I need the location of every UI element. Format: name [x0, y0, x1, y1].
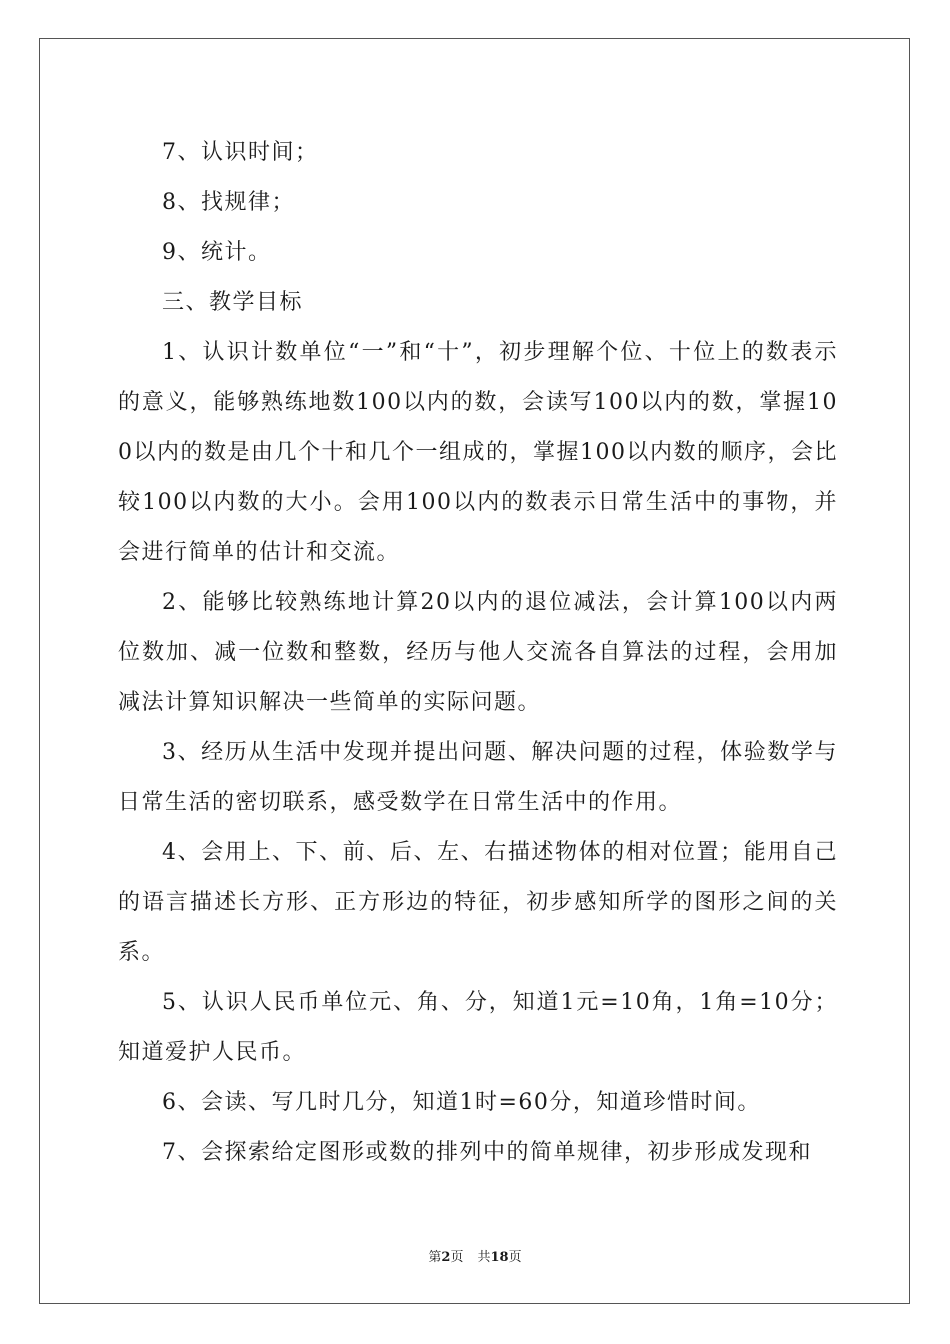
- total-suffix: 页: [508, 1250, 522, 1265]
- page-footer: [0, 1246, 950, 1265]
- goal-paragraph-5: 5、认识人民币单位元、角、分，知道1元=10角，1角=10分；知道爱护人民币。: [118, 990, 838, 1065]
- document-body: [118, 128, 838, 1178]
- goal-paragraph-3: 3、经历从生活中发现并提出问题、解决问题的过程，体验数学与日常生活的密切联系，感受数学在日常生活中的作用。: [118, 740, 838, 815]
- total-pages: 18: [490, 1250, 509, 1265]
- goal-paragraph-6: 6、会读、写几时几分，知道1时=60分，知道珍惜时间。: [162, 1090, 761, 1115]
- page-suffix: 页: [450, 1250, 464, 1265]
- total-prefix: 共: [477, 1250, 491, 1265]
- goal-paragraph-7: 7、会探索给定图形或数的排列中的简单规律，初步形成发现和: [162, 1140, 812, 1165]
- paragraph-item-9-statistics: 9、统计。: [162, 240, 272, 265]
- paragraph-item-8-patterns: 8、找规律；: [162, 190, 295, 215]
- goal-paragraph-4: 4、会用上、下、前、后、左、右描述物体的相对位置；能用自己的语言描述长方形、正方形边的特征，初步感知所学的图形之间的关系。: [118, 840, 838, 965]
- page-number: 2: [441, 1250, 451, 1265]
- page-prefix: 第: [428, 1250, 442, 1265]
- goal-paragraph-2: 2、能够比较熟练地计算20以内的退位减法，会计算100以内两位数加、减一位数和整数，经历与他人交流各自算法的过程，会用加减法计算知识解决一些简单的实际问题。: [118, 590, 838, 715]
- section-heading-teaching-goals: 三、教学目标: [162, 290, 304, 315]
- paragraph-item-7-time: 7、认识时间；: [162, 140, 319, 165]
- goal-paragraph-1: 1、认识计数单位“一”和“十”，初步理解个位、十位上的数表示的意义，能够熟练地数100以内的数，会读写100以内的数，掌握100以内的数是由几个十和几个一组成的，掌握100以内数的顺序，会比较100以内数的大小。会用100以内的数表示日常生活中的事物，并会进行简单的估计和交流。: [118, 340, 838, 565]
